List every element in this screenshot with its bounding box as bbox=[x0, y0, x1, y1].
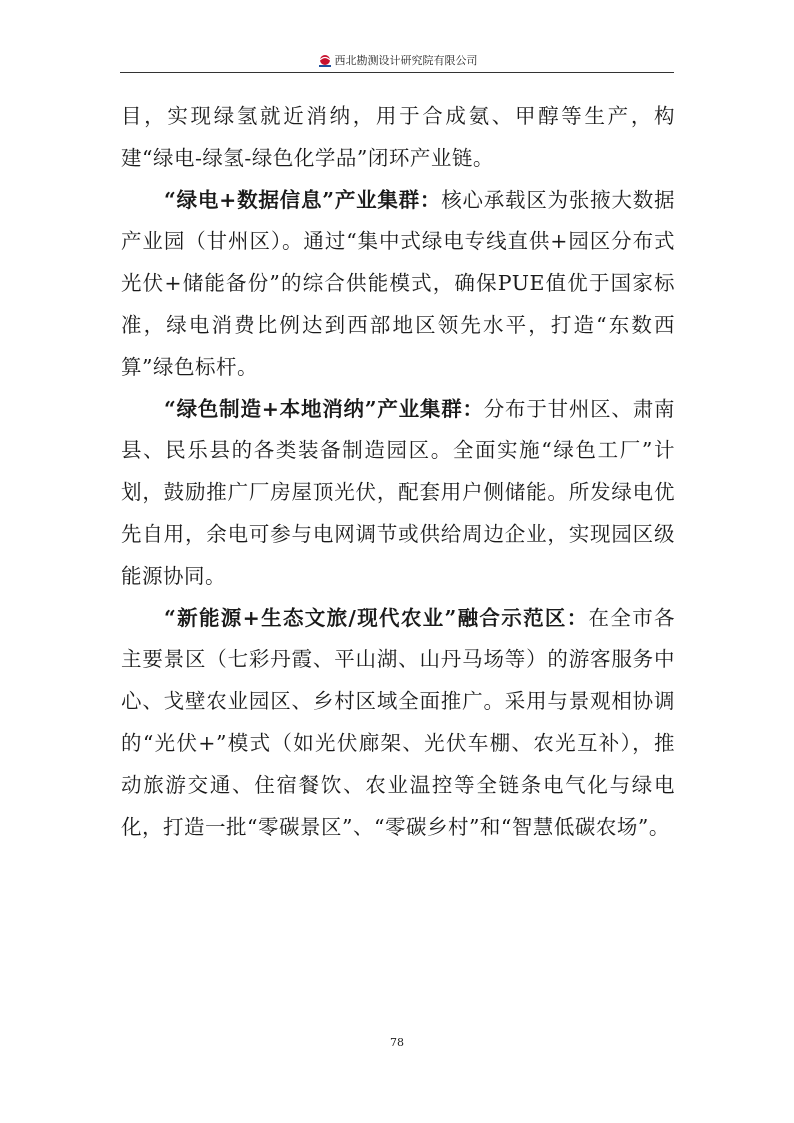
paragraph-heading: “绿电+数据信息”产业集群： bbox=[164, 187, 442, 212]
paragraph-text: 分布于甘州区、肃南县、民乐县的各类装备制造园区。全面实施“绿色工厂”计划，鼓励推广厂房屋顶光伏，配套用户侧储能。所发绿电优先自用，余电可参与电网调节或供给周边企业，实现园区级能源协同。 bbox=[121, 396, 675, 588]
header-divider bbox=[120, 72, 674, 73]
document-body bbox=[121, 96, 675, 848]
paragraph-heading: “新能源+生态文旅/现代农业”融合示范区： bbox=[164, 605, 589, 630]
page-number: 78 bbox=[390, 1036, 404, 1049]
paragraph-continuation bbox=[121, 96, 675, 180]
paragraph-heading: “绿色制造+本地消纳”产业集群： bbox=[164, 396, 484, 421]
company-logo-icon bbox=[317, 54, 333, 68]
paragraph-text: 在全市各主要景区（七彩丹霞、平山湖、山丹马场等）的游客服务中心、戈壁农业园区、乡村区域全面推广。采用与景观相协调的“光伏+”模式（如光伏廊架、光伏车棚、农光互补），推动旅游交通、住宿餐饮、农业温控等全链条电气化与绿电化，打造一批“零碳景区”、“零碳乡村”和“智慧低碳农场”。 bbox=[121, 605, 676, 839]
paragraph-text: 核心承载区为张掖大数据产业园（甘州区）。通过“集中式绿电专线直供+园区分布式光伏+储能备份”的综合供能模式，确保PUE值优于国家标准，绿电消费比例达到西部地区领先水平，打造“东数西算”绿色标杆。 bbox=[121, 187, 676, 379]
paragraph-new-energy-tourism bbox=[121, 598, 675, 849]
page-header bbox=[120, 50, 674, 72]
paragraph-green-power-data bbox=[121, 180, 675, 389]
paragraph-green-manufacturing bbox=[121, 389, 675, 598]
company-name: 西北勘测设计研究院有限公司 bbox=[334, 54, 478, 67]
paragraph-text: 目，实现绿氢就近消纳，用于合成氨、甲醇等生产，构建“绿电-绿氢-绿色化学品”闭环产业链。 bbox=[121, 104, 675, 170]
